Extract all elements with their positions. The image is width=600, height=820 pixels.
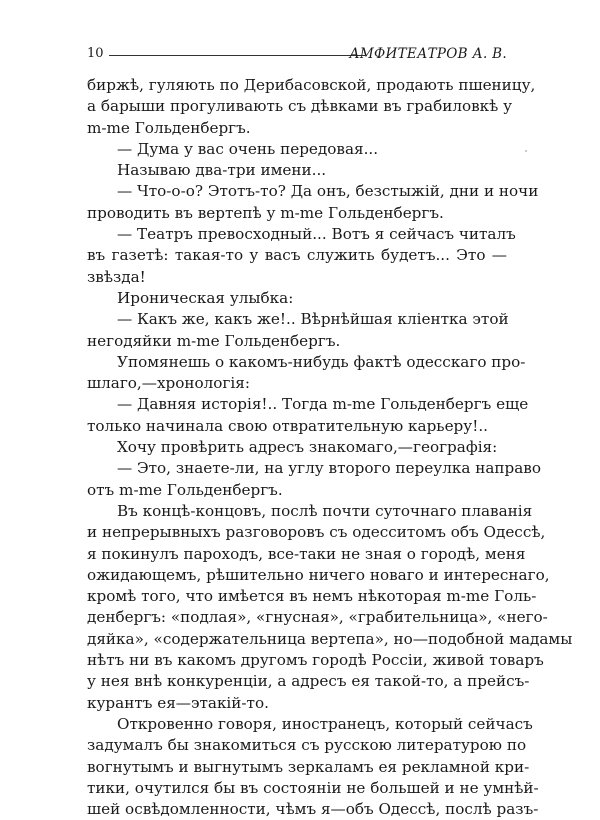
- text-line: — Дума у вас очень передовая...: [117, 139, 379, 158]
- text-line: ожидающемъ, рѣшительно ничего новаго и интереснаго,: [87, 565, 550, 584]
- text-line: дяйка», «содержательница вертепа», но—подобной мадамы: [87, 629, 573, 648]
- text-line: проводить въ вертепѣ у m-me Гольденбергъ.: [87, 203, 444, 222]
- text-line: звѣзда!: [87, 267, 146, 286]
- text-line: у нея внѣ конкуренціи, а адресъ ея такой-то, а прейсъ-: [87, 672, 530, 691]
- text-line: и непрерывныхъ разговоровъ съ одесситомъ объ Одессѣ,: [87, 523, 546, 542]
- text-line: Называю два-три имени...: [117, 161, 327, 180]
- text-line: Въ концѣ-концовъ, послѣ почти суточнаго плаванія: [117, 501, 533, 520]
- text-line: биржѣ, гуляють по Дерибасовской, продають пшеницу,: [87, 76, 536, 94]
- text-line: въ газетѣ: такая-то у васъ служить будетъ... Это —: [87, 246, 507, 265]
- text-line: Ироническая улыбка:: [117, 288, 294, 307]
- text-line: нѣтъ ни въ какомъ другомъ городѣ Россіи, живой товаръ: [87, 651, 544, 670]
- text-line: кромѣ того, что имѣется въ немъ нѣкоторая m-me Голь-: [87, 587, 537, 606]
- text-line: шлаго,—хронологія:: [87, 374, 250, 393]
- page-number: 10: [87, 46, 104, 61]
- text-line: тики, очутился бы въ состояніи не большей и не умнѣй-: [87, 778, 539, 797]
- text-line: — Какъ же, какъ же!.. Вѣрнѣйшая кліентка этой: [117, 310, 509, 329]
- text-line: Упомянешь о какомъ-нибудь фактѣ одесскаго про-: [117, 352, 526, 371]
- header-rule: [109, 55, 365, 56]
- text-line: Откровенно говоря, иностранецъ, который сейчасъ: [117, 714, 533, 733]
- text-line: — Это, знаете-ли, на углу второго переулка направо: [117, 459, 541, 478]
- text-line: шей освѣдомленности, чѣмъ я—объ Одессѣ, послѣ разъ-: [87, 800, 539, 819]
- page-header: [87, 44, 507, 66]
- text-line: курантъ ея—этакій-то.: [87, 693, 269, 712]
- text-line: негодяйки m-me Гольденбергъ.: [87, 331, 341, 350]
- text-line: Хочу провѣрить адресъ знакомаго,—географія:: [117, 438, 498, 457]
- text-line: — Что-о-о? Этотъ-то? Да онъ, безстыжій, дни и ночи: [117, 182, 539, 201]
- text-line: отъ m-me Гольденбергъ.: [87, 480, 283, 499]
- text-line: я покинулъ пароходъ, все-таки не зная о городѣ, меня: [87, 544, 526, 563]
- running-head: АМФИТЕАТРОВ А. В.: [349, 46, 507, 62]
- body-text: [87, 75, 573, 820]
- text-line: денбергъ: «подлая», «гнусная», «грабительница», «него-: [87, 608, 548, 627]
- text-line: задумалъ бы знакомиться съ русскою литературою по: [87, 736, 527, 755]
- text-line: — Давняя исторія!.. Тогда m-me Гольденбергъ еще: [117, 395, 529, 414]
- text-line: вогнутымъ и выгнутымъ зеркаламъ ея рекламной кри-: [87, 757, 530, 776]
- text-line: только начинала свою отвратительную карьеру!..: [87, 416, 488, 435]
- text-line: m-me Гольденбергъ.: [87, 118, 251, 137]
- text-line: а барыши прогуливають съ дѣвками въ грабиловкѣ у: [87, 97, 513, 116]
- margin-speck: [525, 150, 527, 152]
- text-line: — Театръ превосходный... Вотъ я сейчасъ читалъ: [117, 225, 516, 244]
